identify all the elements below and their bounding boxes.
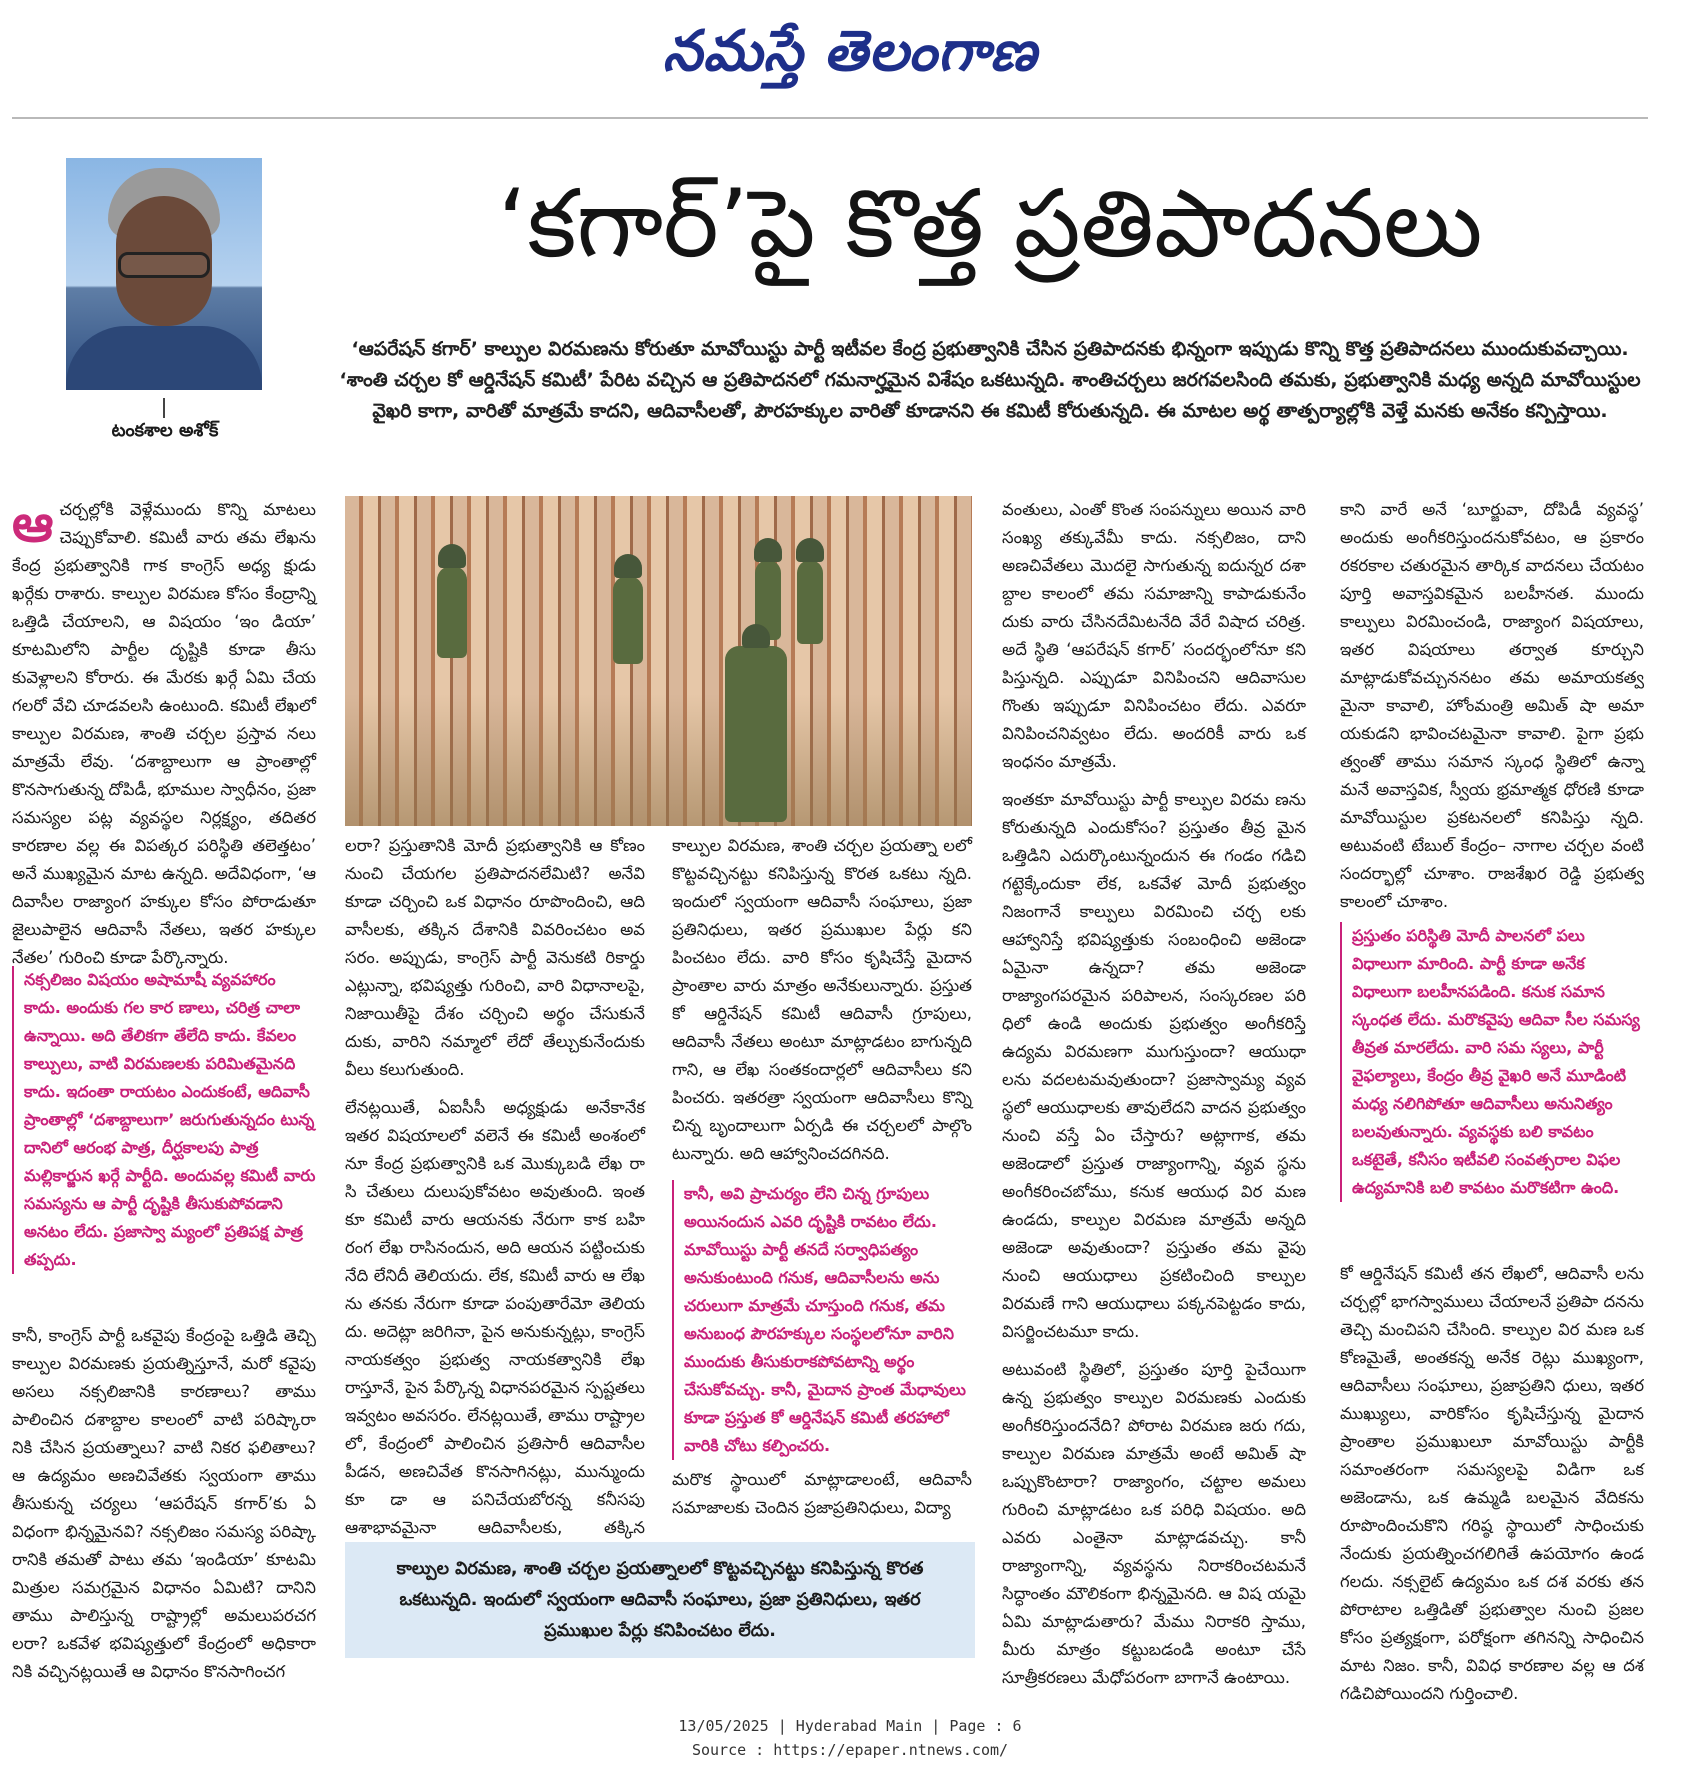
column-1 [12, 496, 316, 982]
col5-paragraph-1: కాని వారే అనే ‘బూర్జువా, దోపిడీ వ్యవస్థ’ అందుకు అంగీకరిస్తుందనుకోవటం, ఆ ప్రకారం రకరకాల చతురమైన తార్కిక వాదనలు చేయటం పూర్తి అవాస్తవికమైన బలహీనత. ముందు కాల్పులు విరమించండి, రాజ్యాంగ విషయాలు, ఇతర విషయాలు తర్వాత కూర్చుని మాట్లాడుకోవచ్చుననటం తమ అమాయకత్వ మైనా కావాలి, హోంమంత్రి అమిత్ షా అమా యకుడని భావించటమైనా కావాలి. పైగా ప్రభు త్వంతో తాము సమాన స్కంధ స్థితిలో ఉన్నా మనే అవాస్తవిక, స్వీయ భ్రమాత్మక ధోరణి కూడా మావోయిస్టుల ప్రకటనలలో కనిపిస్తు న్నది. అటువంటి టేబుల్ కేంద్రం– నాగాల చర్చల వంటి సందర్భాల్లో చూశాం. రాజశేఖర రెడ్డి ప్రభుత్వ కాలంలో చూశాం. [1340, 500, 1644, 911]
top-rule [12, 117, 1648, 119]
column-1-continued [12, 1322, 316, 1696]
column-4 [1002, 496, 1306, 1702]
col1-paragraph-1: చర్చల్లోకి వెళ్లేముందు కొన్ని మాటలు చెప్పుకోవాలి. కమిటీ వారు తమ లేఖను కేంద్ర ప్రభుత్వానికి గాక కాంగ్రెస్ అధ్య క్షుడు ఖర్గేకు రాశారు. కాల్పుల విరమణ కోసం కేంద్రాన్ని ఒత్తిడి చేయాలని, ఆ విషయం ‘ఇం డియా’ కూటమిలోని పార్టీల దృష్టికి కూడా తీసు కువెళ్లాలని కోరారు. ఈ మేరకు ఖర్గే ఏమి చేయ గలరో వేచి చూడవలసి ఉంటుంది. కమిటీ లేఖలో కాల్పుల విరమణ, శాంతి చర్చల ప్రస్తావ నలు మాత్రమే లేవు. ‘దశాబ్దాలుగా ఆ ప్రాంతాల్లో కొనసాగుతున్న దోపిడీ, భూముల స్వాధీనం, ప్రజా సమస్యల పట్ల వ్యవస్థల నిర్లక్ష్యం, తదితర కారణాల వల్ల ఈ విపత్కర పరిస్థితి తలెత్తటం’ అనే ముఖ్యమైన మాట ఉన్నది. అదేవిధంగా, ‘ఆ దివాసీల రాజ్యాంగ హక్కుల కోసం పోరాడుతూ జైలుపాలైన ఆదివాసీ నేతలు, ఇతర హక్కుల నేతల’ గురించి కూడా పేర్కొన్నారు. [12, 500, 316, 967]
article-intro: ‘ఆపరేషన్ కగార్’ కాల్పుల విరమణను కోరుతూ మావోయిస్టు పార్టీ ఇటీవల కేంద్ర ప్రభుత్వానికి చేసిన ప్రతిపాదనకు భిన్నంగా ఇప్పుడు కొన్ని కొత్త ప్రతిపాదనలు ముందుకువచ్చాయి. ‘శాంతి చర్చల కో ఆర్డినేషన్ కమిటీ’ పేరిట వచ్చిన ఆ ప్రతిపాదనలో గమనార్హమైన విశేషం ఒకటున్నది. శాంతిచర్చలు జరగవలసింది తమకు, ప్రభుత్వానికి మధ్య అన్నది మావోయిస్టుల వైఖరి కాగా, వారితో మాత్రమే కాదని, ఆదివాసీలతో, పౌరహక్కుల వారితో కూడానని ఈ కమిటీ కోరుతున్నది. ఈ మాటల అర్థ తాత్పర్యాల్లోకి వెళ్తే మనకు అనేకం కన్పిస్తాయి. [339, 338, 1641, 422]
edition-info: 13/05/2025 | Hyderabad Main | Page : 6 [678, 1717, 1022, 1735]
column-3 [672, 832, 972, 1178]
col1-paragraph-2: కానీ, కాంగ్రెస్ పార్టీ ఒకవైపు కేంద్రంపై ఒత్తిడి తెచ్చి కాల్పుల విరమణకు ప్రయత్నిస్తూనే, మరో కవైపు అసలు నక్సలిజానికి కారణాలు? తాము పాలించిన దశాబ్దాల కాలంలో వాటి పరిష్కారా నికి చేసిన ప్రయత్నాలు? వాటి నికర ఫలితాలు? ఆ ఉద్యమం అణచివేతకు స్వయంగా తాము తీసుకున్న చర్యలు ‘ఆపరేషన్ కగార్’కు ఏ విధంగా భిన్నమైనవి? నక్సలిజం సమస్య పరిష్కా రానికి తమతో పాటు తమ ‘ఇండియా’ కూటమి మిత్రుల సమగ్రమైన విధానం ఏమిటి? దానిని తాము పాలిస్తున్న రాష్ట్రాల్లో అమలుపరచగ లరా? ఒకవేళ భవిష్యత్తులో కేంద్రంలో అధికారా నికి వచ్చినట్లయితే ఆ విధానం కొనసాగించగ [12, 1326, 316, 1681]
column-5 [1340, 496, 1644, 926]
column-3-continued [672, 1466, 972, 1532]
author-photo [66, 158, 262, 390]
col3-paragraph-1: కాల్పుల విరమణ, శాంతి చర్చల ప్రయత్నా లలో కొట్టవచ్చినట్టు కనిపిస్తున్న కొరత ఒకటు న్నది. ఇందులో స్వయంగా ఆదివాసీ సంఘాలు, ప్రజా ప్రతినిధులు, ఇతర ప్రముఖుల పేర్లు కని పించటం లేదు. వారి కోసం కృషిచేస్తే మైదాన ప్రాంతాల వారు మాత్రం అనేకులున్నారు. ప్రస్తుత కో ఆర్డినేషన్ కమిటీ ఆదివాసీ గ్రూపులు, ఆదివాసీ నేతలు అంటూ మాట్లాడటం బాగున్నది గాని, ఆ లేఖ సంతకందార్లలో ఆదివాసీలు కని పించరు. ఇతరత్రా స్వయంగా ఆదివాసీలు కొన్ని చిన్న బృందాలుగా ఏర్పడి ఈ చర్చలలో పాల్గొం టున్నారు. అది ఆహ్వానించదగినది. [672, 836, 972, 1163]
forest-soldiers-photo [345, 496, 972, 826]
column-5-continued [1340, 1260, 1644, 1718]
pull-quote-1: నక్సలిజం విషయం అషామాషీ వ్యవహారం కాదు. అందుకు గల కార ణాలు, చరిత్ర చాలా ఉన్నాయి. అది తేలికగా తేలేది కాదు. కేవలం కాల్పులు, వాటి విరమణలకు పరిమితమైనది కాదు. ఇదంతా రాయటం ఎందుకంటే, ఆదివాసీ ప్రాంతాల్లో ‘దశాబ్దాలుగా’ జరుగుతున్నదం టున్న దానిలో ఆరంభ పాత్ర, దీర్ఘకాలపు పాత్ర మల్లికార్జున ఖర్గే పార్టీది. అందువల్ల కమిటీ వారు సమస్యను ఆ పార్టీ దృష్టికి తీసుకుపోవడాని అనటం లేదు. ప్రజాస్వా మ్యంలో ప్రతిపక్ష పాత్ర తప్పదు. [12, 966, 316, 1274]
highlight-callout: కాల్పుల విరమణ, శాంతి చర్చల ప్రయత్నాలలో కొట్టవచ్చినట్టు కనిపిస్తున్న కొరత ఒకటున్నది. ఇందులో స్వయంగా ఆదివాసీ సంఘాలు, ప్రజా ప్రతినిధులు, ఇతర ప్రముఖుల పేర్లు కనిపించటం లేదు. [345, 1542, 975, 1658]
col4-paragraph-2: ఇంతకూ మావోయిస్టు పార్టీ కాల్పుల విరమ ణను కోరుతున్నది ఎందుకోసం? ప్రస్తుతం తీవ్ర మైన ఒత్తిడిని ఎదుర్కొంటున్నందున ఈ గండం గడిచి గట్టెక్కేందుకా లేక, ఒకవేళ మోదీ ప్రభుత్వం నిజంగానే కాల్పులు విరమించి చర్చ లకు ఆహ్వానిస్తే భవిష్యత్తుకు సంబంధించి అజెండా ఏమైనా ఉన్నదా? తమ అజెండా రాజ్యాంగపరమైన పరిపాలన, సంస్కరణల పరి ధిలో ఉండి అందుకు ప్రభుత్వం అంగీకరిస్తే ఉద్యమ విరమణగా ముగుస్తుందా? ఆయుధా లను వదలటమవుతుందా? ప్రజాస్వామ్య వ్యవ స్థలో ఆయుధాలకు తావులేదని వాదన ప్రభుత్వం నుంచి వస్తే ఏం చేస్తారు? అట్లాగాక, తమ అజెండాలో ప్రస్తుత రాజ్యాంగాన్ని, వ్యవ స్థను అంగీకరించబోము, కనుక ఆయుధ విర మణ ఉండదు, కాల్పుల విరమణ మాత్రమే అన్నది అజెండా అవుతుందా? ప్రస్తుతం తమ వైపు నుంచి ఆయుధాలు ప్రకటించింది కాల్పుల విరమణే గాని ఆయుధాలు పక్కనపెట్టడం కాదు, విసర్జించటమూ కాదు. [1002, 790, 1306, 1341]
col2-paragraph-2: లేనట్లయితే, ఏఐసీసీ అధ్యక్షుడు అనేకానేక ఇతర విషయాలలో వలెనే ఈ కమిటీ అంశంలో నూ కేంద్ర ప్రభుత్వానికి ఒక మొక్కుబడి లేఖ రా సి చేతులు దులుపుకోవటం అవుతుంది. ఇంత కూ కమిటీ వారు ఆయనకు నేరుగా కాక బహి రంగ లేఖ రాసినందున, అది ఆయన పట్టించుకు నేది లేనిదీ తెలియదు. లేక, కమిటీ వారు ఆ లేఖ ను తనకు నేరుగా కూడా పంపుతారేమో తెలియ దు. అదెట్లా జరిగినా, పైన అనుకున్నట్లు, కాంగ్రెస్ నాయకత్వం ప్రభుత్వ నాయకత్వానికి లేఖ రాస్తూనే, పైన పేర్కొన్న విధానపరమైన స్పష్టతలు ఇవ్వటం అవసరం. లేనట్లయితే, తాము రాష్ట్రాల లో, కేంద్రంలో పాలించిన ప్రతిసారీ ఆదివాసీల పీడన, అణచివేత కొనసాగినట్లు, మున్ముందు కూ డా ఆ పనిచేయబోరన్న కనీసపు ఆశాభావమైనా ఆదివాసీలకు, తక్కిన [345, 1098, 645, 1537]
page-footer [0, 1714, 1700, 1762]
source-link[interactable]: Source : https://epaper.ntnews.com/ [691, 1741, 1009, 1759]
masthead-logo: నమస్తే తెలంగాణ [662, 18, 1038, 84]
drop-cap: ఆ [12, 494, 54, 554]
col2-paragraph-1: లరా? ప్రస్తుతానికి మోదీ ప్రభుత్వానికి ఆ కోణం నుంచి చేయగల ప్రతిపాదనలేమిటి? అనేవి కూడా చర్చించి ఒక విధానం రూపొందించి, ఆది వాసీలకు, తక్కిన దేశానికి వివరించటం అవ సరం. అప్పుడు, కాంగ్రెస్ పార్టీ వెనుకటి రికార్డు ఎట్లున్నా, భవిష్యత్తు గురించి, వారి విధానాలపై, నిజాయితీపై దేశం చర్చించి అర్థం చేసుకునే దుకు, వారిని నమ్మాలో లేదో తేల్చుకునేందుకు వీలు కలుగుతుంది. [345, 836, 645, 1079]
byline-divider [163, 398, 165, 418]
col4-paragraph-3: అటువంటి స్థితిలో, ప్రస్తుతం పూర్తి పైచేయిగా ఉన్న ప్రభుత్వం కాల్పుల విరమణకు ఎందుకు అంగీకరిస్తుందనేది? పోరాట విరమణ జరు గదు, కాల్పుల విరమణ మాత్రమే అంటే అమిత్ షా ఒప్పుకొంటారా? రాజ్యాంగం, చట్టాల అమలు గురించి మాట్లాడటం ఒక పరిధి విషయం. అది ఎవరు ఎంతైనా మాట్లాడవచ్చు. కానీ రాజ్యాంగాన్ని, వ్యవస్థను నిరాకరించటమనే సిద్ధాంతం మౌలికంగా భిన్నమైనది. ఆ విష యమై ఏమి మాట్లాడుతారు? మేము నిరాకరి స్తాము, మీరు మాత్రం కట్టుబడండి అంటూ చేసే సూత్రీకరణలు మేధోపరంగా బాగానే ఉంటాయి. [1002, 1360, 1306, 1687]
pull-quote-3: ప్రస్తుతం పరిస్థితి మోదీ పాలనలో పలు విధాలుగా మారింది. పార్టీ కూడా అనేక విధాలుగా బలహీనపడింది. కనుక సమాన స్కంధత లేదు. మరొకవైపు ఆదివా సీల సమస్య తీవ్రత మారలేదు. వారి సమ స్యలు, పార్టీ వైఫల్యాలు, కేంద్రం తీవ్ర వైఖరి అనే మూడింటి మధ్య నలిగిపోతూ ఆదివాసీలు అనునిత్యం బలవుతున్నారు. వ్యవస్థకు బలి కావటం ఒకటైతే, కనీసం ఇటీవలి సంవత్సరాల విఫల ఉద్యమానికి బలి కావటం మరొకటిగా ఉంది. [1340, 922, 1644, 1202]
article-headline: ‘కగార్’పై కొత్త ప్రతిపాదనలు [497, 170, 1483, 279]
column-2 [345, 832, 645, 1580]
pull-quote-2: కానీ, అవి ప్రాచుర్యం లేని చిన్న గ్రూపులు అయినందున ఎవరి దృష్టికి రావటం లేదు. మావోయిస్టు పార్టీ తనదే సర్వాధిపత్యం అనుకుంటుంది గనుక, ఆదివాసీలను అను చరులుగా మాత్రమే చూస్తుంది గనుక, తమ అనుబంధ పౌరహక్కుల సంస్థలలోనూ వారిని ముందుకు తీసుకురాకపోవటాన్ని అర్థం చేసుకోవచ్చు. కానీ, మైదాన ప్రాంత మేధావులు కూడా ప్రస్తుత కో ఆర్డినేషన్ కమిటీ తరహాలో వారికి చోటు కల్పించరు. [672, 1180, 972, 1460]
author-name: టంకశాల అశోక్ [111, 420, 219, 441]
col5-paragraph-2: కో ఆర్డినేషన్ కమిటీ తన లేఖలో, ఆదివాసీ లను చర్చల్లో భాగస్వాములు చేయాలనే ప్రతిపా దనను తెచ్చి మంచిపని చేసింది. కాల్పుల విర మణ ఒక కోణమైతే, అంతకన్న అనేక రెట్లు ముఖ్యంగా, ఆదివాసీలు సంఘాలు, ప్రజాప్రతిని ధులు, ఇతర ముఖ్యులు, వారికోసం కృషిచేస్తున్న మైదాన ప్రాంతాల ప్రముఖులూ మావోయిస్టు పార్టీకి సమాంతరంగా సమస్యలపై విడిగా ఒక అజెండాను, ఒక ఉమ్మడి బలమైన వేదికను రూపొందించుకొని గరిష్ఠ స్థాయిలో సాధించుకు నేందుకు ప్రయత్నించగలిగితే ఉపయోగం ఉండ గలదు. నక్సలైట్ ఉద్యమం ఒక దశ వరకు తన పోరాటాల ఒత్తిడితో ప్రభుత్వాల నుంచి ప్రజల కోసం ప్రత్యక్షంగా, పరోక్షంగా తగినన్ని సాధించిన మాట నిజం. కానీ, వివిధ కారణాల వల్ల ఆ దశ గడిచిపోయిందని గుర్తించాలి. [1340, 1264, 1644, 1703]
col4-paragraph-1: వంతులు, ఎంతో కొంత సంపన్నులు అయిన వారి సంఖ్య తక్కువేమీ కాదు. నక్సలిజం, దాని అణచివేతలు మొదలై సాగుతున్న ఐదున్నర దశా బ్దాల కాలంలో తమ సమాజాన్ని కాపాడుకునేం దుకు వారు చేసినదేమిటనేది వేరే విషాద చరిత్ర. అదే స్థితి ‘ఆపరేషన్ కగార్’ సందర్భంలోనూ కని పిస్తున్నది. ఎప్పుడూ వినిపించని ఆదివాసుల గొంతు ఇప్పుడూ వినిపించటం లేదు. ఎవరూ వినిపించనివ్వటం లేదు. అందరికీ వారు ఒక ఇంధనం మాత్రమే. [1002, 500, 1306, 771]
col3-paragraph-2: మరొక స్థాయిలో మాట్లాడాలంటే, ఆదివాసీ సమాజాలకు చెందిన ప్రజాప్రతినిధులు, విద్యా [672, 1470, 972, 1517]
